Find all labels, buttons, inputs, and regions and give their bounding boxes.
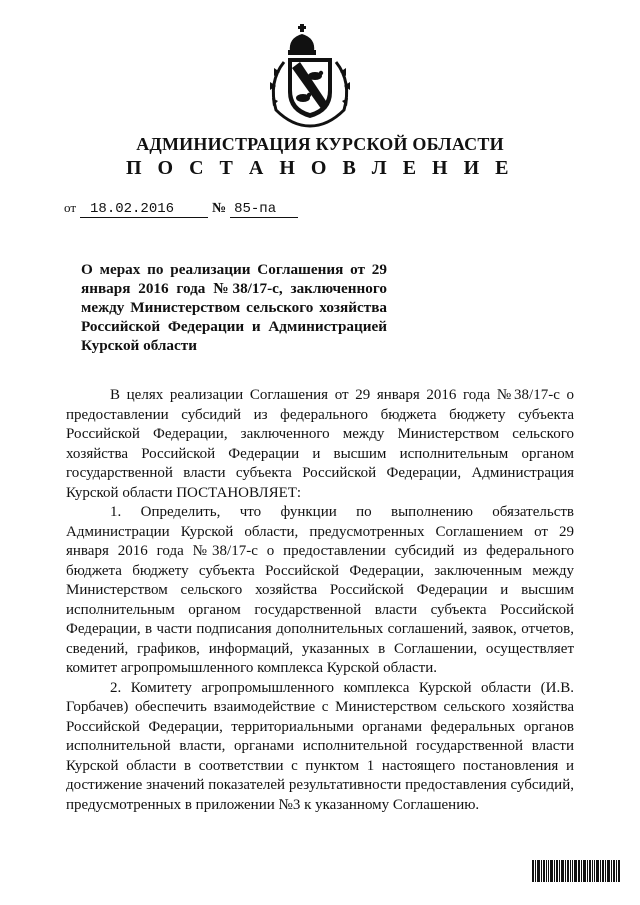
document-date: 18.02.2016 [80,201,208,218]
barcode-icon [532,860,620,882]
document-subject: О мерах по реализации Соглашения от 29 января 2016 года №38/17-с, заключенного между Министерством сельского хозяйства Российской Федерации и Администрацией Курской области [81,261,387,354]
date-number-line [64,200,298,218]
preamble-paragraph: В целях реализации Соглашения от 29 января 2016 года №38/17-с о предоставлении субсидий из федерального бюджета бюджету субъекта Российской Федерации, заключенного между Министерством сельского хозяйства Российской Федерации и высшим исполнительным органом государственной власти субъекта Российской Федерации, Администрация Курской области ПОСТАНОВЛЯЕТ: [66,387,574,501]
item-1-paragraph: 1. Определить, что функции по выполнению обязательств Администрации Курской области, предусмотренных Соглашением от 29 января 2016 года №38/17-с о предоставлении субсидий из федерального бюджета бюджету субъекта Российской Федерации, заключенным между Министерством сельского хозяйства Российской Федерации и высшим исполнительным органом государственной власти субъекта Российской Федерации, в части подписания дополнительных соглашений, заявок, отчетов, сведений, графиков, информаций, указанных в Соглашении, осуществляет комитет агропромышленного комплекса Курской области. [66,504,574,676]
date-label: от [64,200,77,215]
item-2-paragraph: 2. Комитету агропромышленного комплекса Курской области (И.В. Горбачев) обеспечить взаимодействие с Министерством сельского хозяйства Российской Федерации, территориальными органами федеральных органов исполнительной власти, органами исполнительной государственной власти Курской области в соответствии с пунктом 1 настоящего постановления и достижение значений показателей результативности предоставления субсидий, предусмотренных в приложении №3 к указанному Соглашению. [66,679,574,813]
document-body [66,386,574,815]
number-label: № [212,201,227,216]
document-type: П О С Т А Н О В Л Е Н И Е [126,157,514,179]
organization-name: АДМИНИСТРАЦИЯ КУРСКОЙ ОБЛАСТИ [136,134,504,154]
document-number: 85-па [230,201,298,218]
coat-of-arms-icon [262,22,358,130]
